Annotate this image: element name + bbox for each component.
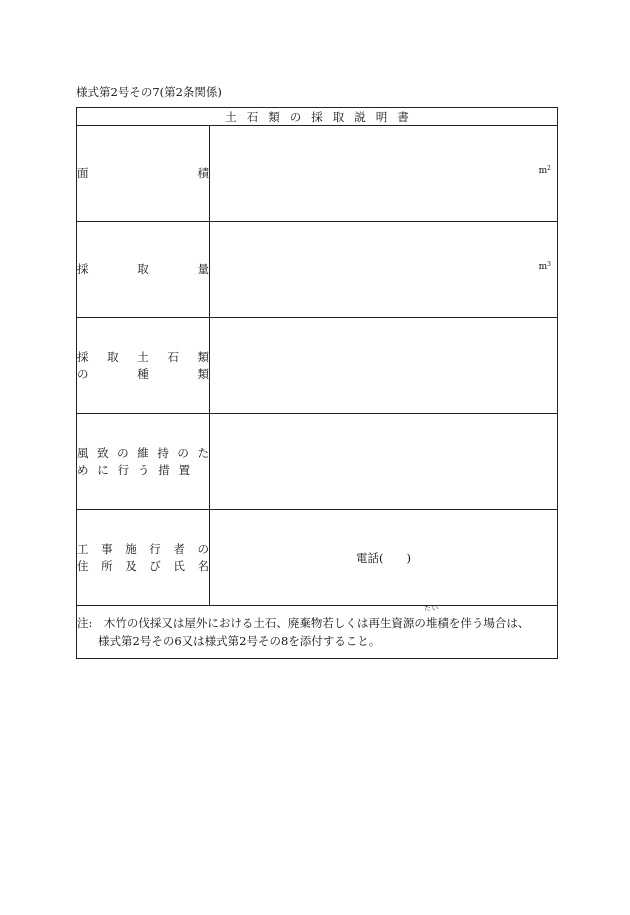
label-quantity [77, 222, 210, 318]
explanation-form-table [76, 107, 558, 659]
note-prefix: 注: [77, 616, 93, 630]
row-scenery-measures [77, 414, 558, 510]
value-material-type[interactable] [210, 318, 558, 414]
label-line: 採 取 土 石 類 [77, 349, 209, 364]
unit-cubic-meter: $m^3$ [538, 261, 551, 272]
value-scenery-measures[interactable] [210, 414, 558, 510]
value-area[interactable] [210, 126, 558, 222]
label-line: 面 積 [77, 166, 209, 180]
value-contractor[interactable] [210, 510, 558, 606]
phone-label: 電話( ) [356, 550, 411, 565]
row-area [77, 126, 558, 222]
ruby-word: たい 堆 [424, 604, 440, 630]
label-line: 採 取 量 [77, 262, 209, 276]
label-line: 風 致 の 維 持 の た [77, 445, 209, 460]
row-contractor [77, 510, 558, 606]
form-title: 土石類の採取説明書 [77, 108, 558, 126]
label-material-type [77, 318, 210, 414]
label-area [77, 126, 210, 222]
label-line: 工 事 施 行 者 の [77, 541, 209, 556]
label-scenery-measures [77, 414, 210, 510]
note [77, 606, 558, 659]
label-contractor [77, 510, 210, 606]
note-line: 様式第2号その6又は様式第2号その8を添付すること。 [98, 634, 381, 648]
note-line: 注: 木竹の伐採又は屋外における土石、廃棄物若しくは再生資源の たい 堆積を伴う場合は、 [77, 604, 530, 630]
row-quantity [77, 222, 558, 318]
label-line: の 種 類 [77, 366, 209, 381]
form-label: 様式第2号その7(第2条関係) [76, 85, 222, 99]
unit-square-meter: $m^2$ [538, 165, 551, 176]
label-line: め に 行 う 措 置 [77, 462, 190, 477]
label-line: 住 所 及 び 氏 名 [77, 558, 209, 573]
value-quantity[interactable] [210, 222, 558, 318]
row-material-type [77, 318, 558, 414]
